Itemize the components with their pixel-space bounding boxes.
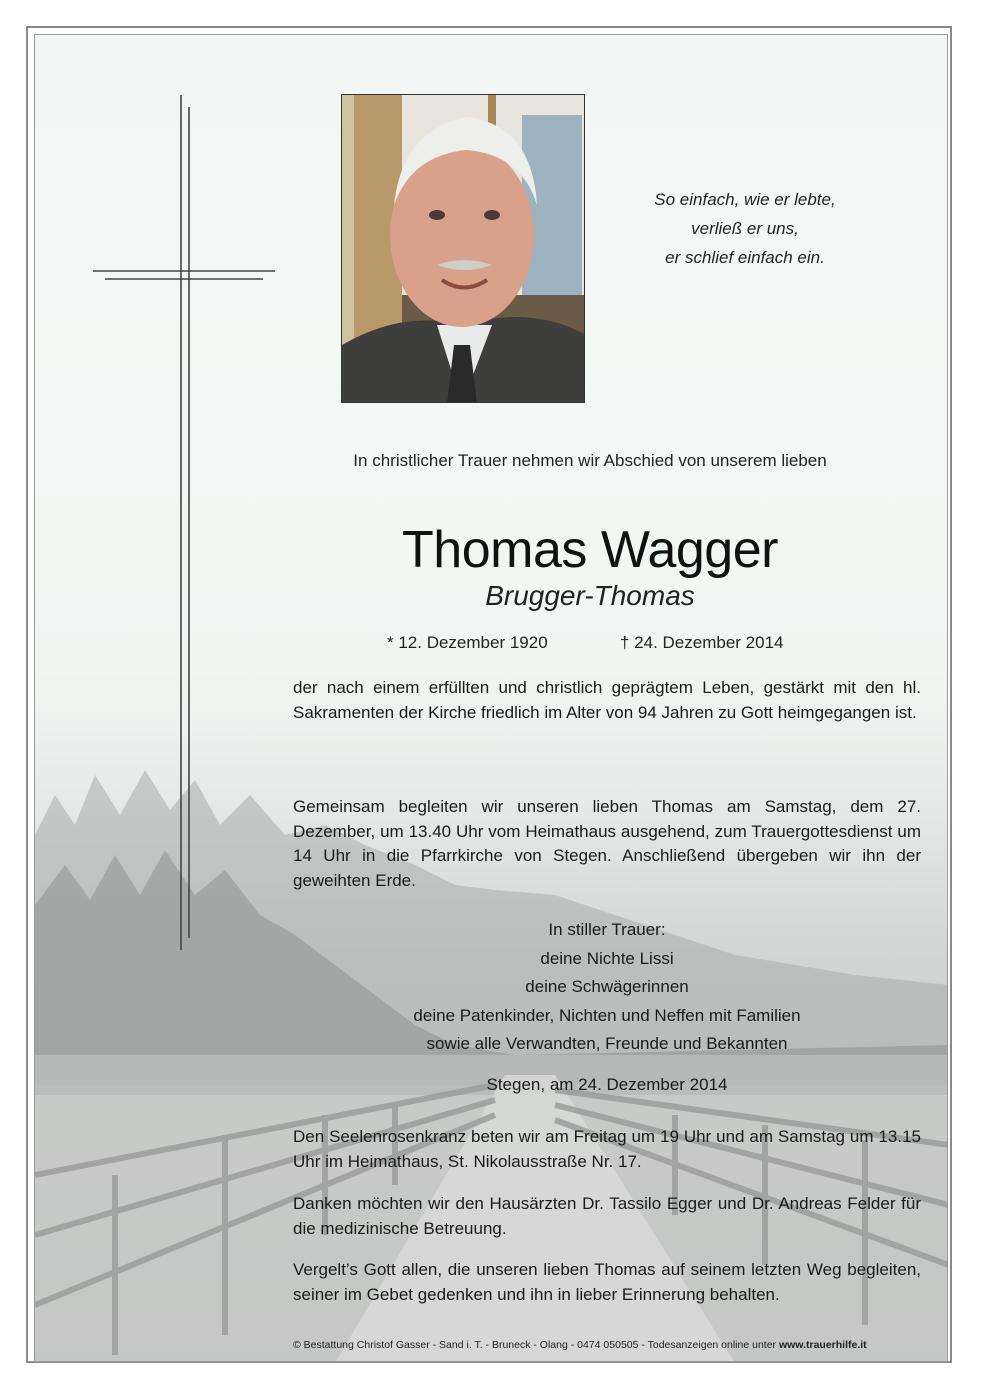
paragraph-life: der nach einem erfüllten und christlich geprägtem Leben, gestärkt mit den hl. Sakramenten der Kirche friedlich im Alter von 94 Jahren zu Gott heimgegangen ist.	[293, 678, 921, 722]
quote-line: er schlief einfach ein.	[665, 248, 825, 267]
mourner-line: deine Schwägerinnen	[525, 977, 689, 996]
quote-line: So einfach, wie er lebte,	[654, 190, 836, 209]
quote-line: verließ er uns,	[691, 219, 799, 238]
footer-link[interactable]: www.trauerhilfe.it	[778, 1339, 867, 1351]
mourner-line: sowie alle Verwandten, Freunde und Bekannten	[426, 1034, 788, 1053]
birth-date: * 12. Dezember 1920	[387, 633, 548, 652]
paragraph-funeral: Gemeinsam begleiten wir unseren lieben Thomas am Samstag, dem 27. Dezember, um 13.40 Uhr vom Heimathaus ausgehend, zum Trauergottesdienst um 14 Uhr in die Pfarrkirche von Stegen. Anschließend übergeben wir ihn der geweihten Erde.	[293, 797, 921, 890]
paragraph-rosary: Den Seelenrosenkranz beten wir am Freitag um 19 Uhr und am Samstag um 13.15 Uhr im Heimathaus, St. Nikolausstraße Nr. 17.	[293, 1127, 921, 1171]
death-date: † 24. Dezember 2014	[620, 633, 784, 652]
mourners-heading: In stiller Trauer:	[548, 920, 666, 939]
cross-icon	[35, 35, 295, 965]
mourners-list	[293, 916, 921, 1059]
intro-text: In christlicher Trauer nehmen wir Abschied von unserem lieben	[353, 451, 827, 470]
footer-text: © Bestattung Christof Gasser - Sand i. T. - Bruneck - Olang - 0474 050505 - Todesanzeigen online unter	[293, 1339, 779, 1351]
memorial-quote	[620, 185, 870, 272]
footer	[293, 1339, 945, 1351]
portrait-photo	[341, 94, 585, 403]
deceased-name: Thomas Wagger	[402, 521, 778, 579]
deceased-nickname: Brugger-Thomas	[485, 580, 695, 611]
paragraph-thanks: Danken möchten wir den Hausärzten Dr. Tassilo Egger und Dr. Andreas Felder für die medizinische Betreuung.	[293, 1194, 921, 1238]
obituary-card	[34, 34, 948, 1362]
place-date: Stegen, am 24. Dezember 2014	[486, 1075, 728, 1094]
paragraph-gratitude: Vergelt’s Gott allen, die unseren lieben Thomas auf seinem letzten Weg begleiten, seiner im Gebet gedenken und ihn in lieber Erinnerung behalten.	[293, 1260, 921, 1304]
mourner-line: deine Patenkinder, Nichten und Neffen mit Familien	[413, 1005, 801, 1025]
mourner-line: deine Nichte Lissi	[540, 948, 674, 968]
